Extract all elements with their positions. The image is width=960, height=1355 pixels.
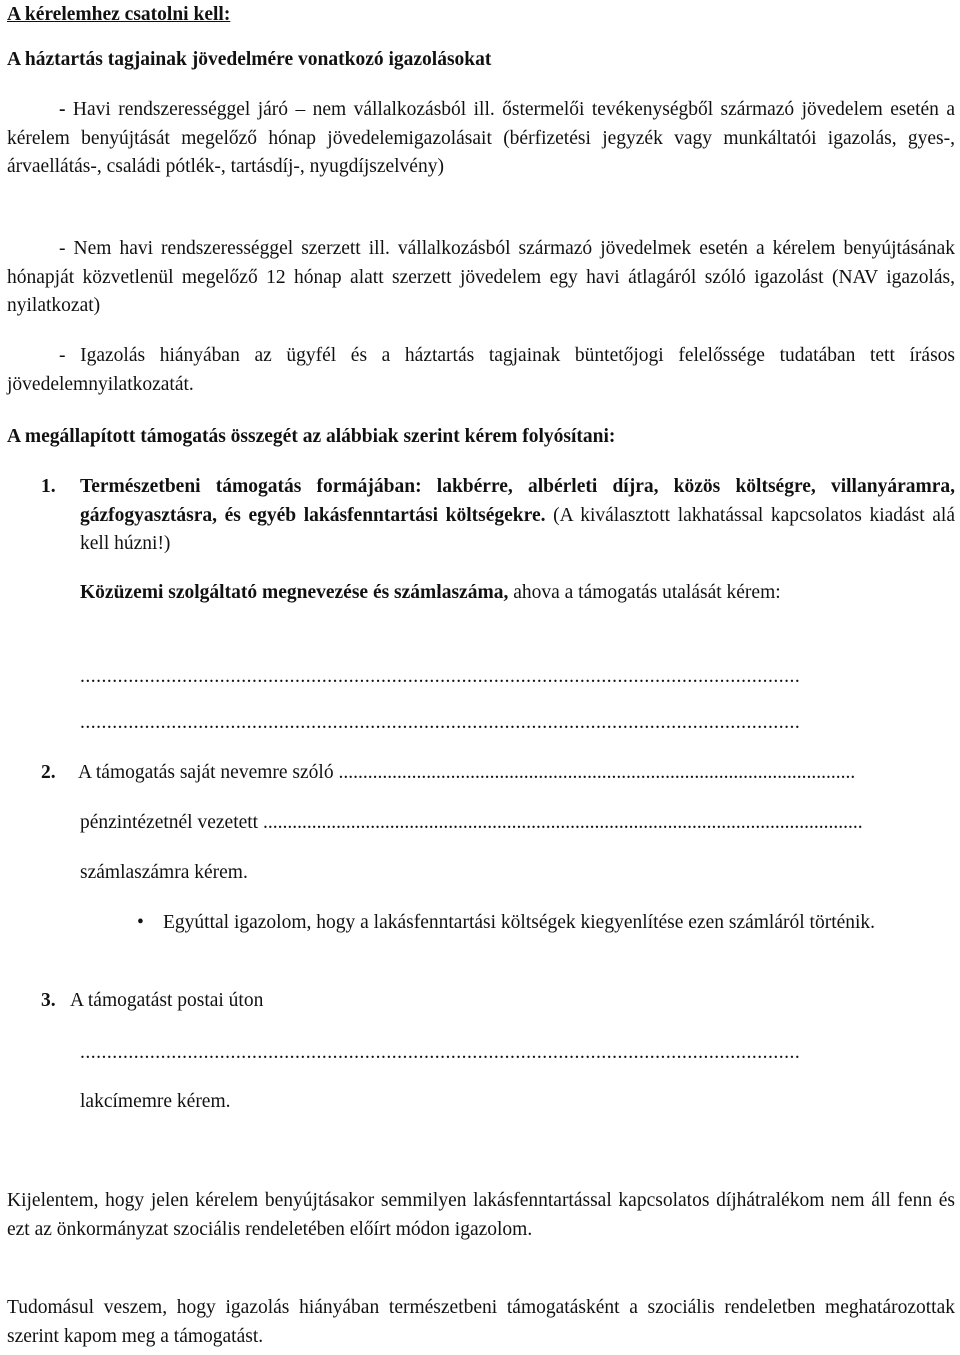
bank-name-fill: ..........................................................................................................	[338, 762, 856, 783]
payment-heading: A megállapított támogatás összegét az alábbiak szerint kérem folyósítani:	[7, 426, 616, 447]
list-item: - Igazolás hiányában az ügyfél és a háztartás tagjainak büntetőjogi felelőssége tudatában tett írásos jövedelemnyilatkozatát.	[7, 345, 956, 395]
list-item: - Nem havi rendszerességgel szerzett ill. vállalkozásból származó jövedelmek esetén a kérelem benyújtásának hónapját közvetlenül megelőző 12 hónap alatt szerzett jövedelem egy havi átlagáról szóló igazolást (NAV igazolás, nyilatkozat)	[7, 238, 955, 316]
option-3-text: A támogatást postai úton	[70, 990, 264, 1011]
income-certificates-subheading: A háztartás tagjainak jövedelmére vonatkozó igazolásokat	[7, 49, 492, 70]
attachments-heading: A kérelemhez csatolni kell:	[7, 4, 231, 25]
declaration-paragraph: Kijelentem, hogy jelen kérelem benyújtásakor semmilyen lakásfenntartással kapcsolatos díjhátralékom nem áll fenn és ezt az önkormányzat szociális rendeletében előírt módon igazolom.	[7, 1190, 955, 1240]
postal-fill-line: ......................................................................................................................................	[80, 1042, 801, 1063]
account-row: számlaszámra kérem.	[80, 862, 248, 883]
bank-fill: ...........................................................................................................................	[262, 812, 863, 833]
option-1-text: Természetbeni támogatás formájában: lakbérre, albérleti díjra, közös költségre, villanyáramra, gázfogyasztásra, és egyéb lakásfenntartási költségekre. (A kiválasztott lakhatással kapcsolatos kiadást alá kell húzni!)	[80, 476, 956, 554]
provider-fill-line: ......................................................................................................................................	[80, 712, 801, 733]
address-row: lakcímemre kérem.	[80, 1091, 231, 1112]
provider-fill-line: ......................................................................................................................................	[80, 666, 801, 687]
list-item: - Havi rendszerességgel járó – nem vállalkozásból ill. őstermelői tevékenységből származó jövedelem esetén a kérelem benyújtását megelőző hónap jövedelemigazolásait (bérfizetési jegyzék vagy munkáltatói igazolás, gyes-, árvaellátás-, családi pótlék-, tartásdíj-, nyugdíjszelvény)	[7, 99, 955, 177]
confirmation-bullet: • Egyúttal igazolom, hogy a lakásfenntartási költségek kiegyenlítése ezen számláról történik.	[137, 909, 955, 938]
provider-info: Közüzemi szolgáltató megnevezése és számlaszáma, ahova a támogatás utalását kérem:	[80, 582, 781, 603]
option-2-text: A támogatás saját nevemre szóló	[78, 762, 334, 783]
acknowledgement-paragraph: Tudomásul veszem, hogy igazolás hiányában természetbeni támogatásként a szociális rendeletben meghatározottak szerint kapom meg a támogatást.	[7, 1297, 955, 1347]
bullet-icon: •	[137, 912, 144, 933]
bank-label: pénzintézetnél vezetett	[80, 812, 259, 833]
bank-row	[80, 809, 955, 838]
